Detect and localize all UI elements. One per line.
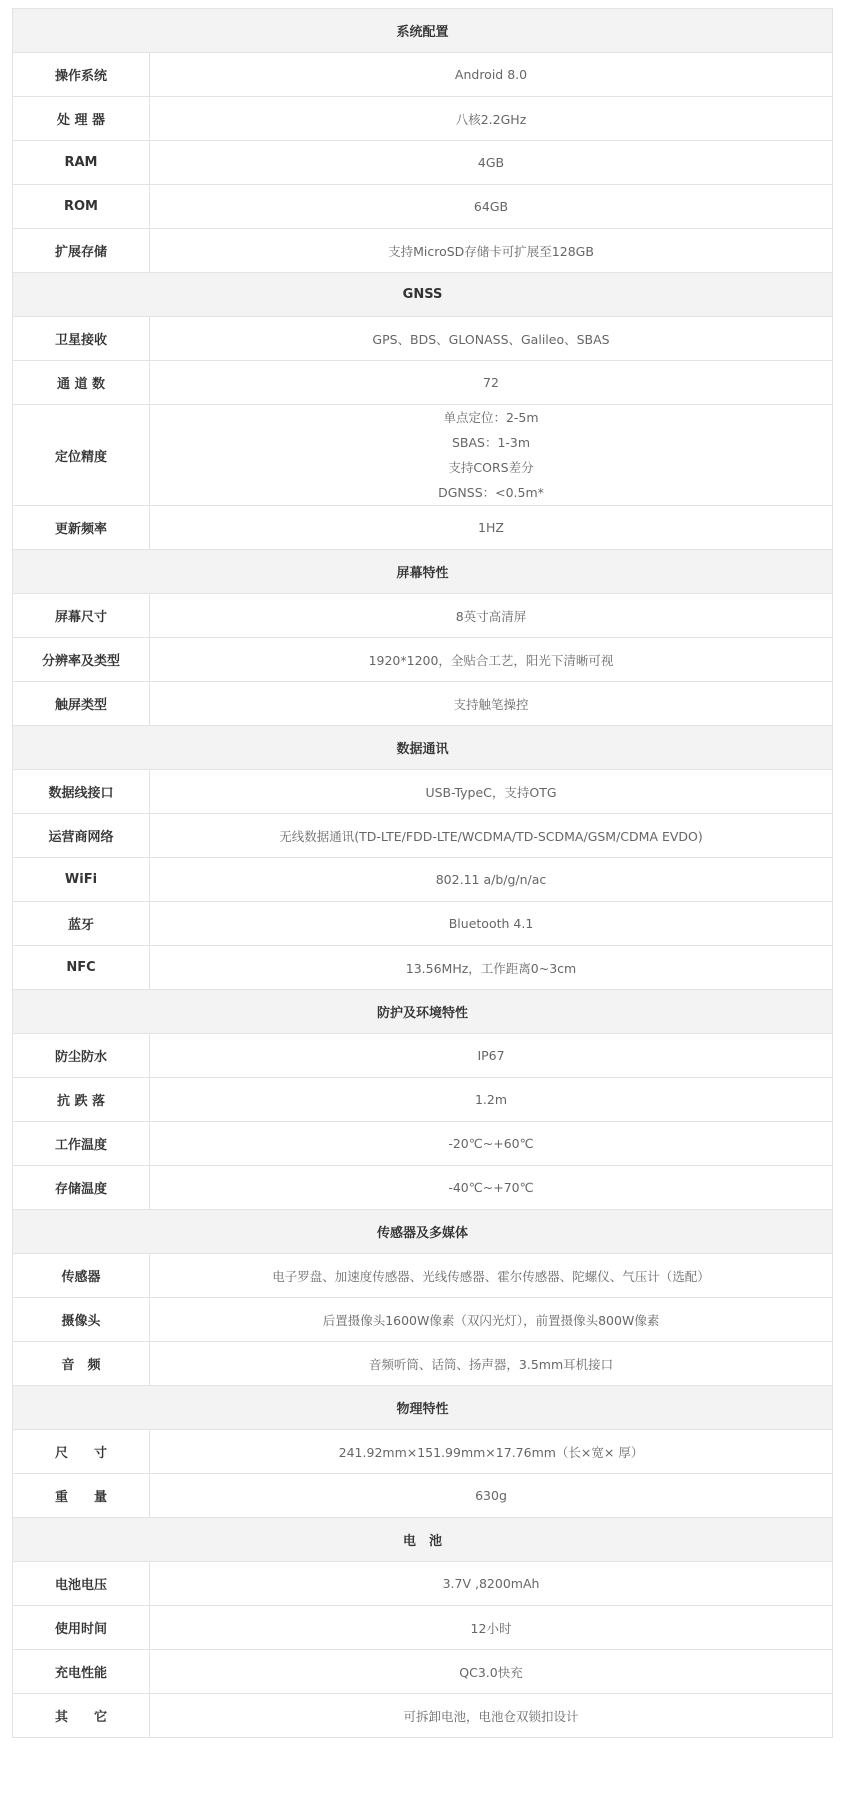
spec-value: 241.92mm×151.99mm×17.76mm（长×宽× 厚） <box>150 1430 833 1474</box>
spec-value <box>150 405 833 506</box>
spec-value: 八核2.2GHz <box>150 97 833 141</box>
spec-value-line: 支持CORS差分 <box>448 460 534 475</box>
spec-row <box>13 405 833 506</box>
section-title: 传感器及多媒体 <box>13 1210 833 1254</box>
spec-value: 64GB <box>150 185 833 229</box>
spec-value: 支持触笔操控 <box>150 682 833 726</box>
spec-value: USB-TypeC，支持OTG <box>150 770 833 814</box>
spec-label: 蓝牙 <box>13 902 150 946</box>
spec-value: 4GB <box>150 141 833 185</box>
spec-table-body <box>13 9 833 1738</box>
section-header-row <box>13 1386 833 1430</box>
spec-label: 通 道 数 <box>13 361 150 405</box>
spec-label: RAM <box>13 141 150 185</box>
spec-row <box>13 1474 833 1518</box>
spec-row <box>13 1122 833 1166</box>
spec-label: 处 理 器 <box>13 97 150 141</box>
spec-label: 屏幕尺寸 <box>13 594 150 638</box>
spec-row <box>13 858 833 902</box>
spec-table <box>12 8 833 1738</box>
spec-value: 8英寸高清屏 <box>150 594 833 638</box>
section-title: 数据通讯 <box>13 726 833 770</box>
spec-value: Android 8.0 <box>150 53 833 97</box>
spec-row <box>13 770 833 814</box>
spec-value: 3.7V ,8200mAh <box>150 1562 833 1606</box>
spec-label: ROM <box>13 185 150 229</box>
section-title: 屏幕特性 <box>13 550 833 594</box>
spec-row <box>13 1034 833 1078</box>
spec-row <box>13 1298 833 1342</box>
spec-row <box>13 1430 833 1474</box>
spec-row <box>13 506 833 550</box>
spec-row <box>13 141 833 185</box>
spec-value: 72 <box>150 361 833 405</box>
spec-value: 630g <box>150 1474 833 1518</box>
spec-value: 可拆卸电池，电池仓双锁扣设计 <box>150 1694 833 1738</box>
spec-row <box>13 53 833 97</box>
spec-label: 数据线接口 <box>13 770 150 814</box>
spec-value: 13.56MHz，工作距离0~3cm <box>150 946 833 990</box>
spec-value: 1.2m <box>150 1078 833 1122</box>
spec-row <box>13 229 833 273</box>
spec-value-line: SBAS：1-3m <box>451 435 531 450</box>
spec-label: 操作系统 <box>13 53 150 97</box>
spec-label: WiFi <box>13 858 150 902</box>
spec-label: 定位精度 <box>13 405 150 506</box>
spec-label: 运营商网络 <box>13 814 150 858</box>
section-header-row <box>13 550 833 594</box>
section-header-row <box>13 726 833 770</box>
spec-value: 1HZ <box>150 506 833 550</box>
spec-value: 无线数据通讯(TD-LTE/FDD-LTE/WCDMA/TD-SCDMA/GSM/CDMA EVDO) <box>150 814 833 858</box>
section-title: 系统配置 <box>13 9 833 53</box>
spec-label: 更新频率 <box>13 506 150 550</box>
spec-row <box>13 1562 833 1606</box>
spec-row <box>13 97 833 141</box>
section-header-row <box>13 9 833 53</box>
spec-value: QC3.0快充 <box>150 1650 833 1694</box>
section-header-row <box>13 1210 833 1254</box>
spec-label: 摄像头 <box>13 1298 150 1342</box>
spec-row <box>13 638 833 682</box>
spec-label: 抗 跌 落 <box>13 1078 150 1122</box>
spec-row <box>13 594 833 638</box>
spec-label: 其 它 <box>13 1694 150 1738</box>
spec-label: 防尘防水 <box>13 1034 150 1078</box>
spec-label: 充电性能 <box>13 1650 150 1694</box>
section-title: GNSS <box>13 273 833 317</box>
spec-row <box>13 185 833 229</box>
spec-label: 重 量 <box>13 1474 150 1518</box>
spec-label: 音 频 <box>13 1342 150 1386</box>
spec-label: 卫星接收 <box>13 317 150 361</box>
spec-row <box>13 902 833 946</box>
spec-value: 支持MicroSD存储卡可扩展至128GB <box>150 229 833 273</box>
section-header-row <box>13 990 833 1034</box>
spec-label: 尺 寸 <box>13 1430 150 1474</box>
spec-value: 电子罗盘、加速度传感器、光线传感器、霍尔传感器、陀螺仪、气压计（选配） <box>150 1254 833 1298</box>
spec-row <box>13 682 833 726</box>
section-header-row <box>13 1518 833 1562</box>
spec-value-line: 单点定位：2-5m <box>443 410 539 425</box>
spec-label: 扩展存储 <box>13 229 150 273</box>
spec-label: 传感器 <box>13 1254 150 1298</box>
spec-value: GPS、BDS、GLONASS、Galileo、SBAS <box>150 317 833 361</box>
spec-label: NFC <box>13 946 150 990</box>
section-header-row <box>13 273 833 317</box>
section-title: 防护及环境特性 <box>13 990 833 1034</box>
spec-row <box>13 814 833 858</box>
spec-value: 1920*1200，全贴合工艺，阳光下清晰可视 <box>150 638 833 682</box>
spec-label: 使用时间 <box>13 1606 150 1650</box>
spec-value: 12小时 <box>150 1606 833 1650</box>
section-title: 电 池 <box>13 1518 833 1562</box>
spec-row <box>13 317 833 361</box>
spec-value: 音频听筒、话筒、扬声器，3.5mm耳机接口 <box>150 1342 833 1386</box>
spec-row <box>13 361 833 405</box>
spec-row <box>13 1342 833 1386</box>
spec-value: -20℃~+60℃ <box>150 1122 833 1166</box>
spec-value: Bluetooth 4.1 <box>150 902 833 946</box>
spec-value: 802.11 a/b/g/n/ac <box>150 858 833 902</box>
spec-label: 电池电压 <box>13 1562 150 1606</box>
spec-value: 后置摄像头1600W像素（双闪光灯），前置摄像头800W像素 <box>150 1298 833 1342</box>
spec-row <box>13 1078 833 1122</box>
spec-label: 触屏类型 <box>13 682 150 726</box>
spec-row <box>13 946 833 990</box>
spec-value: -40℃~+70℃ <box>150 1166 833 1210</box>
spec-label: 存储温度 <box>13 1166 150 1210</box>
spec-value-line: DGNSS：<0.5m* <box>438 485 544 500</box>
section-title: 物理特性 <box>13 1386 833 1430</box>
spec-row <box>13 1166 833 1210</box>
spec-value: IP67 <box>150 1034 833 1078</box>
spec-row <box>13 1650 833 1694</box>
spec-row <box>13 1694 833 1738</box>
spec-row <box>13 1606 833 1650</box>
spec-label: 分辨率及类型 <box>13 638 150 682</box>
spec-label: 工作温度 <box>13 1122 150 1166</box>
spec-row <box>13 1254 833 1298</box>
